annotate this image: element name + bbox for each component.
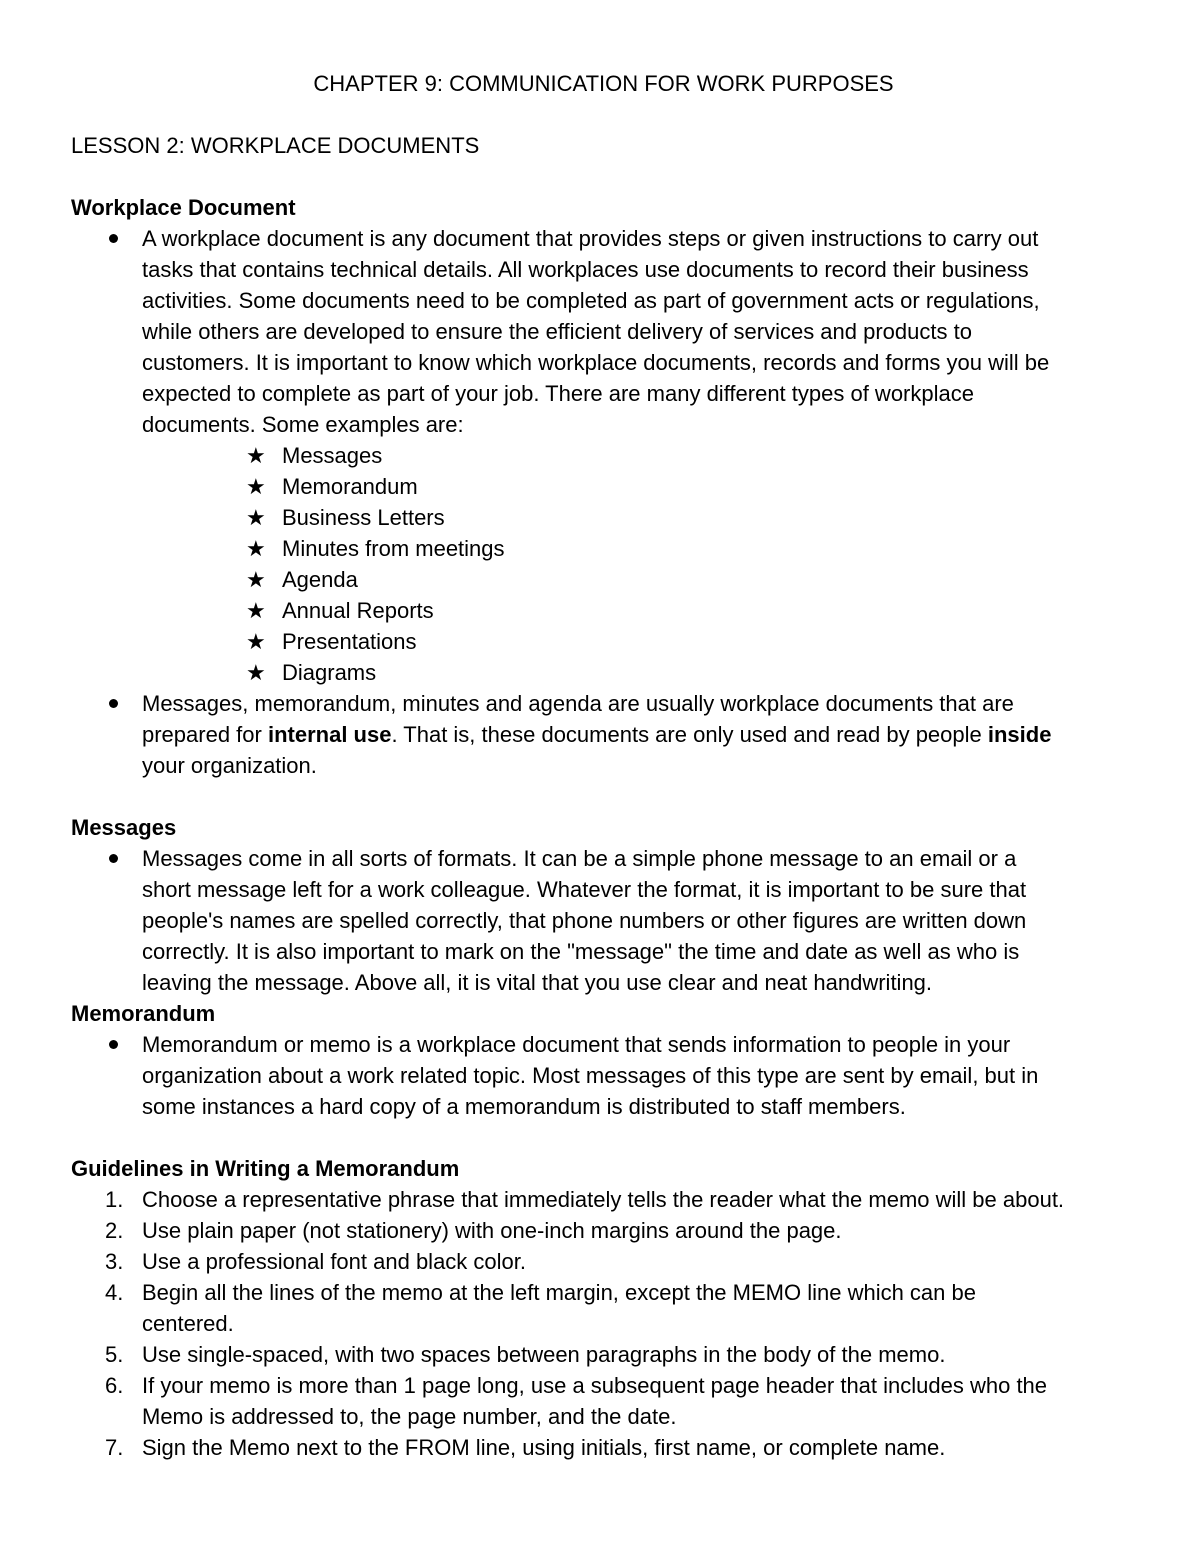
item-line: Sign the Memo next to the FROM line, using initials, first name, or complete name. (142, 1435, 946, 1460)
paragraph-line: some instances a hard copy of a memorandum is distributed to staff members. (142, 1094, 906, 1119)
messages-bullets (71, 843, 1136, 998)
text-run: . That is, these documents are only used and read by people (391, 722, 988, 747)
list-item (71, 1215, 1136, 1246)
bullet-icon (109, 854, 118, 863)
example-label: Annual Reports (282, 598, 434, 623)
paragraph-line: while others are developed to ensure the efficient delivery of services and products to (142, 319, 972, 344)
star-icon: ★ (246, 660, 266, 685)
paragraph-line: Memorandum or memo is a workplace document that sends information to people in your (142, 1032, 1011, 1057)
workplace-document-bullets-2 (71, 688, 1136, 781)
messages-paragraph (142, 843, 1136, 998)
list-item (71, 1029, 1136, 1122)
star-icon: ★ (246, 536, 266, 561)
list-item (246, 564, 1136, 595)
list-item (71, 223, 1136, 440)
star-icon: ★ (246, 505, 266, 530)
item-number: 6. (105, 1373, 124, 1398)
list-item (246, 626, 1136, 657)
item-number: 1. (105, 1187, 124, 1212)
list-item (246, 440, 1136, 471)
memorandum-bullets (71, 1029, 1136, 1122)
section-heading-messages: Messages (71, 815, 177, 840)
bullet-icon (109, 1040, 118, 1049)
paragraph-line: A workplace document is any document that provides steps or given instructions to carry out (142, 226, 1039, 251)
chapter-title: CHAPTER 9: COMMUNICATION FOR WORK PURPOSES (313, 71, 894, 96)
paragraph-line: expected to complete as part of your job. There are many different types of workplace (142, 381, 974, 406)
text-run: prepared for (142, 722, 268, 747)
paragraph-line: organization about a work related topic. Most messages of this type are sent by email, but in (142, 1063, 1039, 1088)
example-label: Presentations (282, 629, 417, 654)
lesson-title: LESSON 2: WORKPLACE DOCUMENTS (71, 133, 480, 158)
item-number: 5. (105, 1342, 124, 1367)
paragraph-line: your organization. (142, 753, 317, 778)
example-label: Business Letters (282, 505, 445, 530)
list-item (71, 843, 1136, 998)
paragraph-line: tasks that contains technical details. All workplaces use documents to record their business (142, 257, 1029, 282)
star-icon: ★ (246, 598, 266, 623)
star-icon: ★ (246, 443, 266, 468)
internal-use-paragraph (142, 688, 1136, 781)
example-label: Agenda (282, 567, 358, 592)
star-icon: ★ (246, 567, 266, 592)
item-line: Use single-spaced, with two spaces between paragraphs in the body of the memo. (142, 1342, 946, 1367)
item-number: 3. (105, 1249, 124, 1274)
example-label: Memorandum (282, 474, 418, 499)
star-icon: ★ (246, 474, 266, 499)
list-item (246, 657, 1136, 688)
list-item (71, 1370, 1136, 1432)
star-icon: ★ (246, 629, 266, 654)
document-page (71, 68, 1136, 1463)
bold-inside: inside (987, 722, 1052, 747)
section-heading-guidelines: Guidelines in Writing a Memorandum (71, 1156, 460, 1181)
bold-internal-use: internal use (267, 722, 392, 747)
workplace-document-bullets (71, 223, 1136, 440)
list-item (71, 1184, 1136, 1215)
item-line: Choose a representative phrase that immediately tells the reader what the memo will be about. (142, 1187, 1065, 1212)
item-line: Use a professional font and black color. (142, 1249, 527, 1274)
list-item (71, 1277, 1136, 1339)
paragraph-line: leaving the message. Above all, it is vital that you use clear and neat handwriting. (142, 970, 933, 995)
paragraph-line: documents. Some examples are: (142, 412, 464, 437)
list-item (71, 1432, 1136, 1463)
paragraph-line (142, 719, 1136, 750)
item-number: 2. (105, 1218, 124, 1243)
item-number: 4. (105, 1280, 124, 1305)
item-line: Use plain paper (not stationery) with one-inch margins around the page. (142, 1218, 842, 1243)
example-label: Diagrams (282, 660, 377, 685)
list-item (71, 1246, 1136, 1277)
list-item (71, 688, 1136, 781)
paragraph-line: correctly. It is also important to mark on the "message" the time and date as well as who is (142, 939, 1020, 964)
memorandum-paragraph (142, 1029, 1136, 1122)
spacer (71, 781, 1136, 812)
item-line: If your memo is more than 1 page long, use a subsequent page header that includes who the (142, 1373, 1048, 1398)
example-label: Minutes from meetings (282, 536, 505, 561)
item-number: 7. (105, 1435, 124, 1460)
paragraph-line: Messages, memorandum, minutes and agenda are usually workplace documents that are (142, 691, 1014, 716)
section-heading-memorandum: Memorandum (71, 1001, 216, 1026)
item-line: Memo is addressed to, the page number, and the date. (142, 1404, 677, 1429)
paragraph-line: customers. It is important to know which workplace documents, records and forms you will be (142, 350, 1050, 375)
bullet-icon (109, 699, 118, 708)
paragraph-line: people's names are spelled correctly, that phone numbers or other figures are written down (142, 908, 1027, 933)
item-line: Begin all the lines of the memo at the left margin, except the MEMO line which can be (142, 1280, 976, 1305)
bullet-icon (109, 234, 118, 243)
examples-list (71, 440, 1136, 688)
list-item (246, 595, 1136, 626)
paragraph-line: activities. Some documents need to be completed as part of government acts or regulations, (142, 288, 1040, 313)
guidelines-list (71, 1184, 1136, 1463)
spacer (71, 1122, 1136, 1153)
paragraph-line: Messages come in all sorts of formats. It can be a simple phone message to an email or a (142, 846, 1017, 871)
list-item (246, 502, 1136, 533)
list-item (246, 471, 1136, 502)
workplace-document-paragraph (142, 223, 1136, 440)
list-item (246, 533, 1136, 564)
section-heading-workplace-document: Workplace Document (71, 195, 296, 220)
item-line: centered. (142, 1311, 234, 1336)
list-item (71, 1339, 1136, 1370)
paragraph-line: short message left for a work colleague. Whatever the format, it is important to be sure that (142, 877, 1027, 902)
example-label: Messages (282, 443, 383, 468)
